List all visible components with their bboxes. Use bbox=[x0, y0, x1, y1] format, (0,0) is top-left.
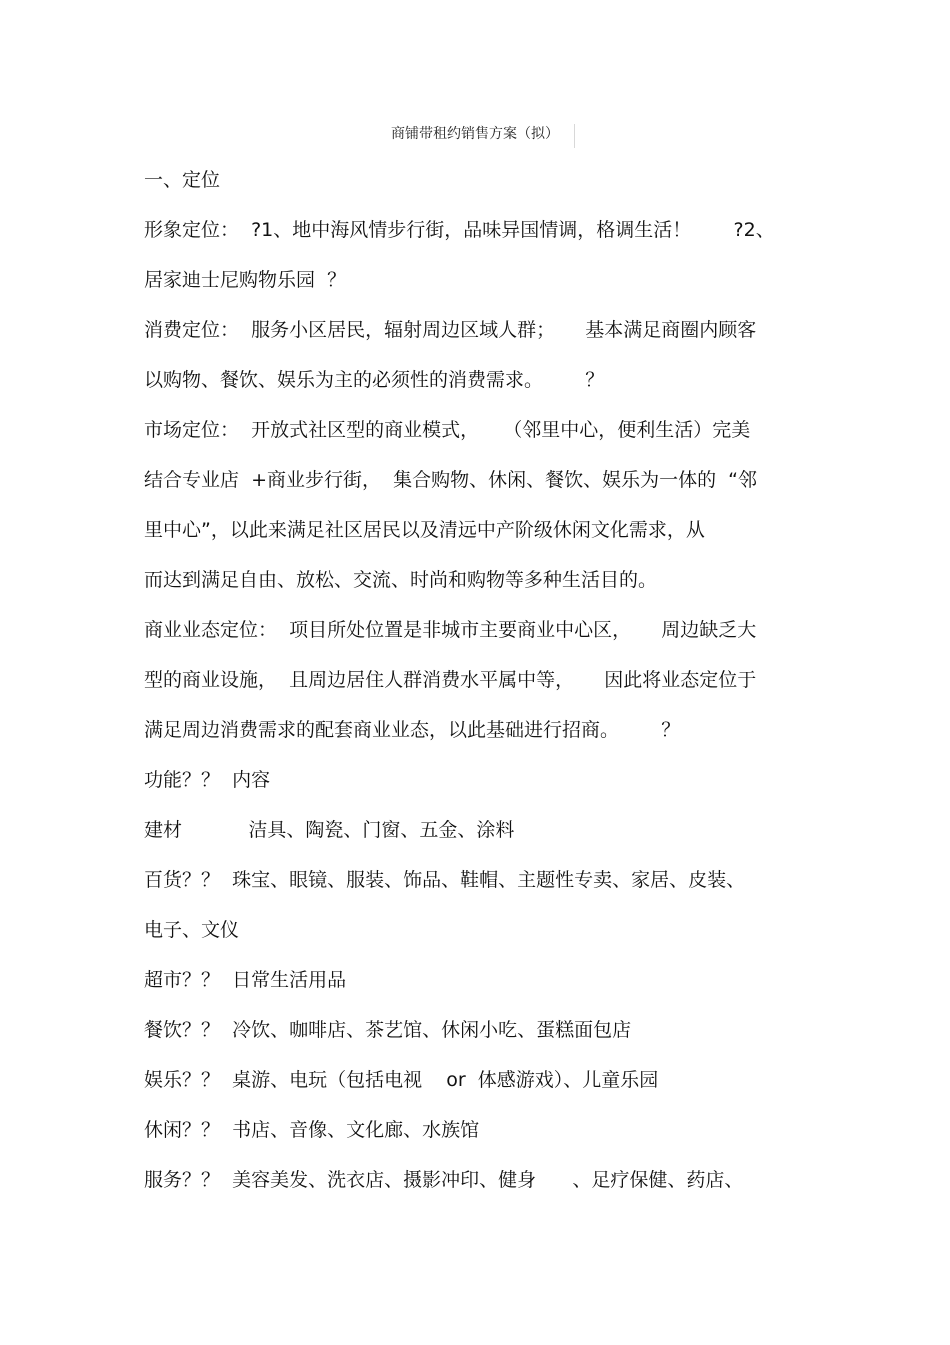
section-heading-positioning: 一、定位 bbox=[144, 169, 221, 191]
paragraph-line: 满足周边消费需求的配套商业业态，以此基础进行招商。 ？ bbox=[144, 719, 681, 741]
function-list-item: 百货？？ 珠宝、眼镜、服装、饰品、鞋帽、主题性专卖、家居、皮装、 bbox=[144, 869, 746, 891]
paragraph-line: 商业业态定位： 项目所处位置是非城市主要商业中心区， 周边缺乏大 bbox=[144, 619, 757, 641]
function-list-item: 超市？？ 日常生活用品 bbox=[144, 969, 347, 991]
paragraph-line: 而达到满足自由、放松、交流、时尚和购物等多种生活目的。 bbox=[144, 569, 658, 591]
document-title: 商铺带租约销售方案（拟） bbox=[391, 126, 559, 142]
paragraph-line: 市场定位： 开放式社区型的商业模式， （邻里中心，便利生活）完美 bbox=[144, 419, 751, 441]
function-list-item: 娱乐？？ 桌游、电玩（包括电视 or 体感游戏）、儿童乐园 bbox=[144, 1069, 659, 1091]
function-list-item: 服务？？ 美容美发、洗衣店、摄影冲印、健身 、足疗保健、药店、 bbox=[144, 1169, 744, 1191]
function-list-header: 功能？？ 内容 bbox=[144, 769, 271, 791]
paragraph-line: 消费定位： 服务小区居民，辐射周边区域人群； 基本满足商圈内顾客 bbox=[144, 319, 757, 341]
paragraph-line: 居家迪士尼购物乐园 ？ bbox=[144, 269, 347, 291]
paragraph-line: 里中心”，以此来满足社区居民以及清远中产阶级休闲文化需求，从 bbox=[144, 519, 705, 541]
paragraph-line: 型的商业设施， 且周边居住人群消费水平属中等， 因此将业态定位于 bbox=[144, 669, 757, 691]
function-list-item: 电子、文仪 bbox=[144, 919, 240, 941]
function-list-item: 建材 洁具、陶瓷、门窗、五金、涂料 bbox=[144, 819, 515, 841]
function-list-item: 休闲？？ 书店、音像、文化廊、水族馆 bbox=[144, 1119, 480, 1141]
title-divider bbox=[574, 124, 575, 148]
paragraph-line: 形象定位： ?1、地中海风情步行街，品味异国情调，格调生活！ ?2、 bbox=[144, 219, 775, 241]
function-list-item: 餐饮？？ 冷饮、咖啡店、茶艺馆、休闲小吃、蛋糕面包店 bbox=[144, 1019, 632, 1041]
paragraph-line: 结合专业店 +商业步行街， 集合购物、休闲、餐饮、娱乐为一体的 “邻 bbox=[144, 469, 758, 491]
paragraph-line: 以购物、餐饮、娱乐为主的必须性的消费需求。 ？ bbox=[144, 369, 605, 391]
